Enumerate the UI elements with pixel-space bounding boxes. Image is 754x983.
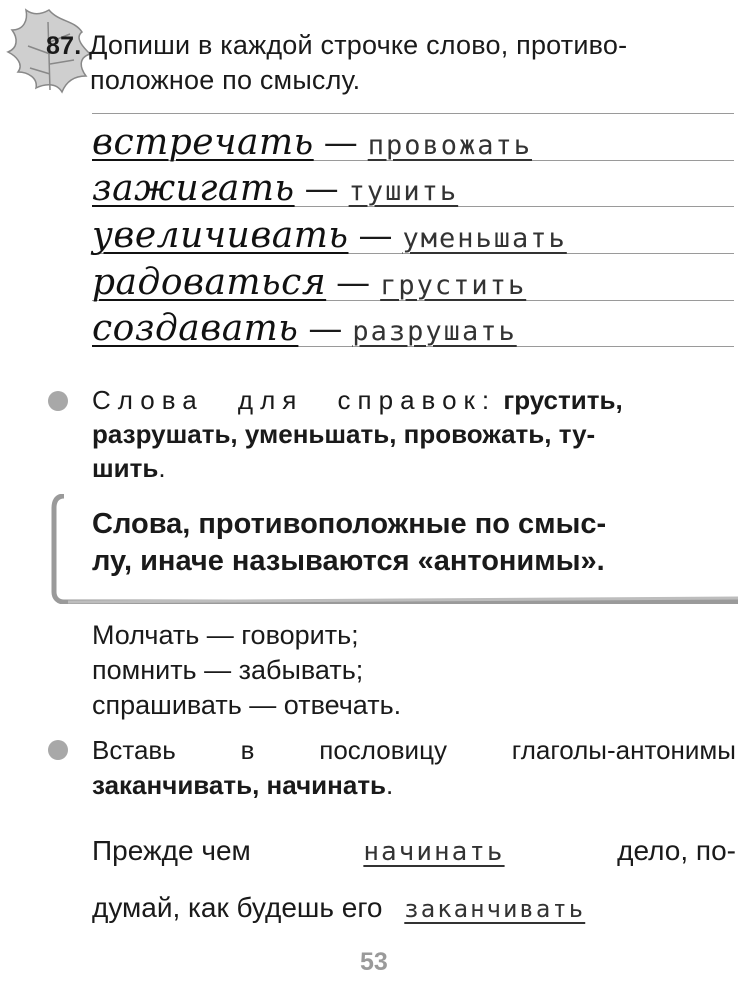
ruled-line bbox=[92, 113, 734, 114]
task-title bbox=[46, 28, 726, 97]
task2-instructions bbox=[92, 733, 736, 803]
examples-list bbox=[92, 618, 401, 723]
task-title-line1: Допиши в каждой строчке слово, противо- bbox=[89, 30, 628, 60]
reference-label: Слова для справок: bbox=[92, 385, 497, 415]
bullet-icon bbox=[48, 740, 68, 760]
pair-answer[interactable]: грустить bbox=[380, 270, 527, 301]
task-number: 87. bbox=[46, 32, 82, 60]
pair-answer[interactable]: тушить bbox=[348, 176, 459, 207]
task2-bold-words: заканчивать, начинать bbox=[92, 770, 387, 800]
proverb-line1 bbox=[92, 835, 736, 867]
antonym-pair-row bbox=[92, 168, 732, 214]
pair-word: радоваться bbox=[92, 262, 327, 303]
page-number: 53 bbox=[360, 948, 388, 976]
antonym-pair-row bbox=[92, 215, 732, 261]
example-item: Молчать — говорить; bbox=[92, 620, 359, 650]
pair-dash: — bbox=[308, 309, 343, 349]
pair-answer[interactable]: разрушать bbox=[352, 316, 517, 347]
antonym-pair-row bbox=[92, 262, 732, 308]
example-item: помнить — забывать; bbox=[92, 655, 364, 685]
pair-dash: — bbox=[304, 169, 339, 209]
rule-line2: лу, иначе называются «антонимы». bbox=[92, 545, 605, 577]
pair-answer[interactable]: уменьшать bbox=[402, 223, 567, 254]
proverb-part3: думай, как будешь его bbox=[92, 892, 383, 923]
task2-period: . bbox=[386, 770, 394, 800]
task-title-line2: положное по смыслу. bbox=[90, 65, 361, 95]
pair-word: встречать bbox=[92, 122, 314, 163]
proverb-answer1[interactable]: начинать bbox=[363, 837, 505, 867]
rule-box bbox=[50, 494, 740, 604]
rule-line1: Слова, противоположные по смыс- bbox=[92, 508, 607, 540]
antonym-pair-row bbox=[92, 122, 732, 168]
proverb-part1: Прежде чем bbox=[92, 835, 251, 866]
pair-word: увеличивать bbox=[92, 215, 349, 256]
pair-word: зажигать bbox=[92, 168, 295, 209]
pair-dash: — bbox=[323, 123, 358, 163]
example-item: спрашивать — отвечать. bbox=[92, 690, 402, 720]
proverb-answer2[interactable]: заканчивать bbox=[404, 895, 586, 923]
reference-words-line3: шить bbox=[92, 453, 159, 483]
reference-words bbox=[92, 383, 732, 485]
pair-answer[interactable]: провожать bbox=[367, 130, 533, 161]
proverb-part2: дело, по- bbox=[617, 835, 736, 866]
rule-text bbox=[92, 506, 732, 580]
antonym-pair-row bbox=[92, 308, 732, 354]
reference-words-line1: грустить, bbox=[503, 385, 623, 415]
pair-word: создавать bbox=[92, 308, 299, 349]
task2-line1: Вставь в пословицу глаголы-антонимы bbox=[92, 735, 736, 765]
proverb-line2 bbox=[92, 892, 736, 924]
reference-words-line2: разрушать, уменьшать, провожать, ту- bbox=[92, 419, 596, 449]
reference-period: . bbox=[158, 453, 166, 483]
pair-dash: — bbox=[358, 216, 393, 256]
bullet-icon bbox=[48, 391, 68, 411]
pair-dash: — bbox=[336, 263, 371, 303]
